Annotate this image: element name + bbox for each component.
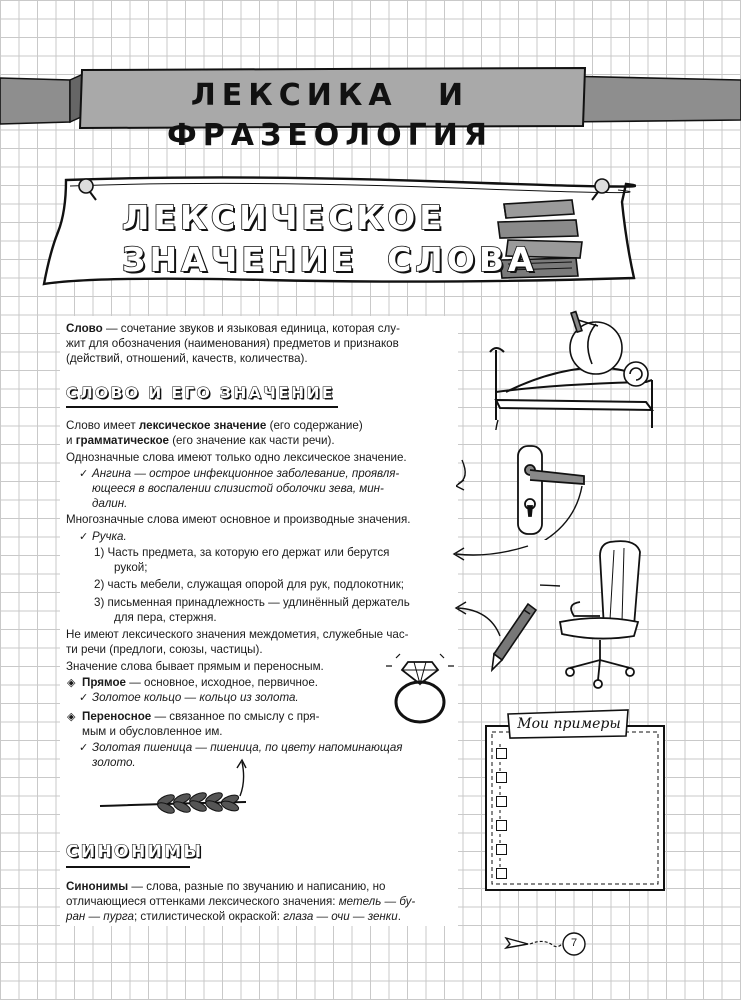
t: (его содержание) [266,419,363,432]
examples-title: Мои примеры [517,716,621,732]
figurative-definition-line2: мым и обусловленное им. [82,725,223,738]
subheading-synonyms: СИНОНИМЫ [66,842,204,862]
t: ; стилистической окраской: [133,910,284,923]
checkbox[interactable] [496,868,507,879]
mono-definition: Однозначные слова имеют только одно лексическое значение. [66,451,407,464]
figurative-example-line2: золото. [92,756,136,769]
checkbox-list [496,748,512,878]
intro-term: Слово [66,322,103,335]
mono-example-line3: далин. [92,497,128,510]
subheading-underline [66,406,338,408]
direct-figurative-intro: Значение слова бывает прямым и переносным. [66,660,324,673]
arrow-icon [450,600,510,640]
synonym-example: ран — пурга [66,910,134,923]
synonyms-term: Синонимы [66,880,129,893]
t: — основное, исходное, первичное. [125,676,319,689]
direct-term: Прямое [82,676,126,689]
t: (его значение как части речи). [168,434,335,447]
poly-item1-line1: 1) Часть предмета, за которую его держат или берутся [94,546,390,559]
t: и [66,434,76,447]
chair-icon [540,536,660,696]
intro-line1 [66,322,452,337]
page-number: 7 [570,937,578,949]
t: отличающиеся оттенками лексического значения: [66,895,339,908]
synonyms-line3 [66,910,456,925]
intro-text: — сочетание звуков и языковая единица, которая слу- [102,322,400,335]
t: . [397,910,401,923]
t: — связанное по смыслу с пря- [151,710,320,723]
poly-definition: Многозначные слова имеют основное и производные значения. [66,513,411,526]
t: — слова, разные по звучанию и написанию, но [128,880,386,893]
direct-definition [82,676,382,691]
ring-icon [380,650,460,730]
mono-example-line2: ющееся в воспалении слизистой оболочки зева, мин- [92,482,384,495]
grammatical-term: грамматическое [75,434,169,447]
subheading-word-meaning: СЛОВО И ЕГО ЗНАЧЕНИЕ [66,384,335,402]
lexical-term: лексическое значение [138,419,267,432]
meaning-line2 [66,434,452,449]
poly-item3-line2: для пера, стержня. [114,611,217,624]
checkbox[interactable] [496,844,507,855]
meaning-line1 [66,419,452,434]
section-title-line1: ЛЕКСИЧЕСКОЕ [122,198,446,237]
intro-line3: (действий, отношений, качеств, количества). [66,352,308,365]
checkbox[interactable] [496,748,507,759]
section-title-line2: ЗНАЧЕНИЕ СЛОВА [122,240,538,279]
direct-example: ✓ Золотое кольцо — кольцо из золота. [92,691,372,706]
subheading-underline [66,866,190,868]
chapter-title: ЛЕКСИКА И ФРАЗЕОЛОГИЯ [166,78,493,153]
mono-example-line1: ✓ Ангина — острое инфекционное заболевание, проявля- [92,467,452,482]
synonym-example: метель — бу- [338,895,416,908]
intro-line2: жит для обозначения (наименования) предметов и признаков [66,337,399,350]
figurative-term: Переносное [82,710,152,723]
bed-icon [486,310,666,430]
wheat-icon [96,756,266,826]
none-meaning-line2: ти речи (предлоги, союзы, частицы). [66,643,263,656]
door-handle-icon [456,440,596,540]
t: Слово имеет [66,419,139,432]
arrow-icon [450,540,530,570]
poly-example: ✓ Ручка. [92,530,292,545]
synonyms-line1 [66,880,452,895]
checkbox[interactable] [496,772,507,783]
checkbox[interactable] [496,796,507,807]
figurative-definition-line1 [82,710,382,725]
poly-item1-line2: рукой; [114,561,148,574]
checkbox[interactable] [496,820,507,831]
figurative-example-line1: ✓ Золотая пшеница — пшеница, по цвету напоминающая [92,741,452,756]
poly-item2: 2) часть мебели, служащая опорой для рук, подлокотник; [94,578,404,591]
synonym-example: глаза — очи — зенки [283,910,398,923]
none-meaning-line1: Не имеют лексического значения междометия, служебные час- [66,628,409,641]
poly-item3-line1: 3) письменная принадлежность — удлинённый держатель [94,596,410,609]
synonyms-line2 [66,895,452,910]
